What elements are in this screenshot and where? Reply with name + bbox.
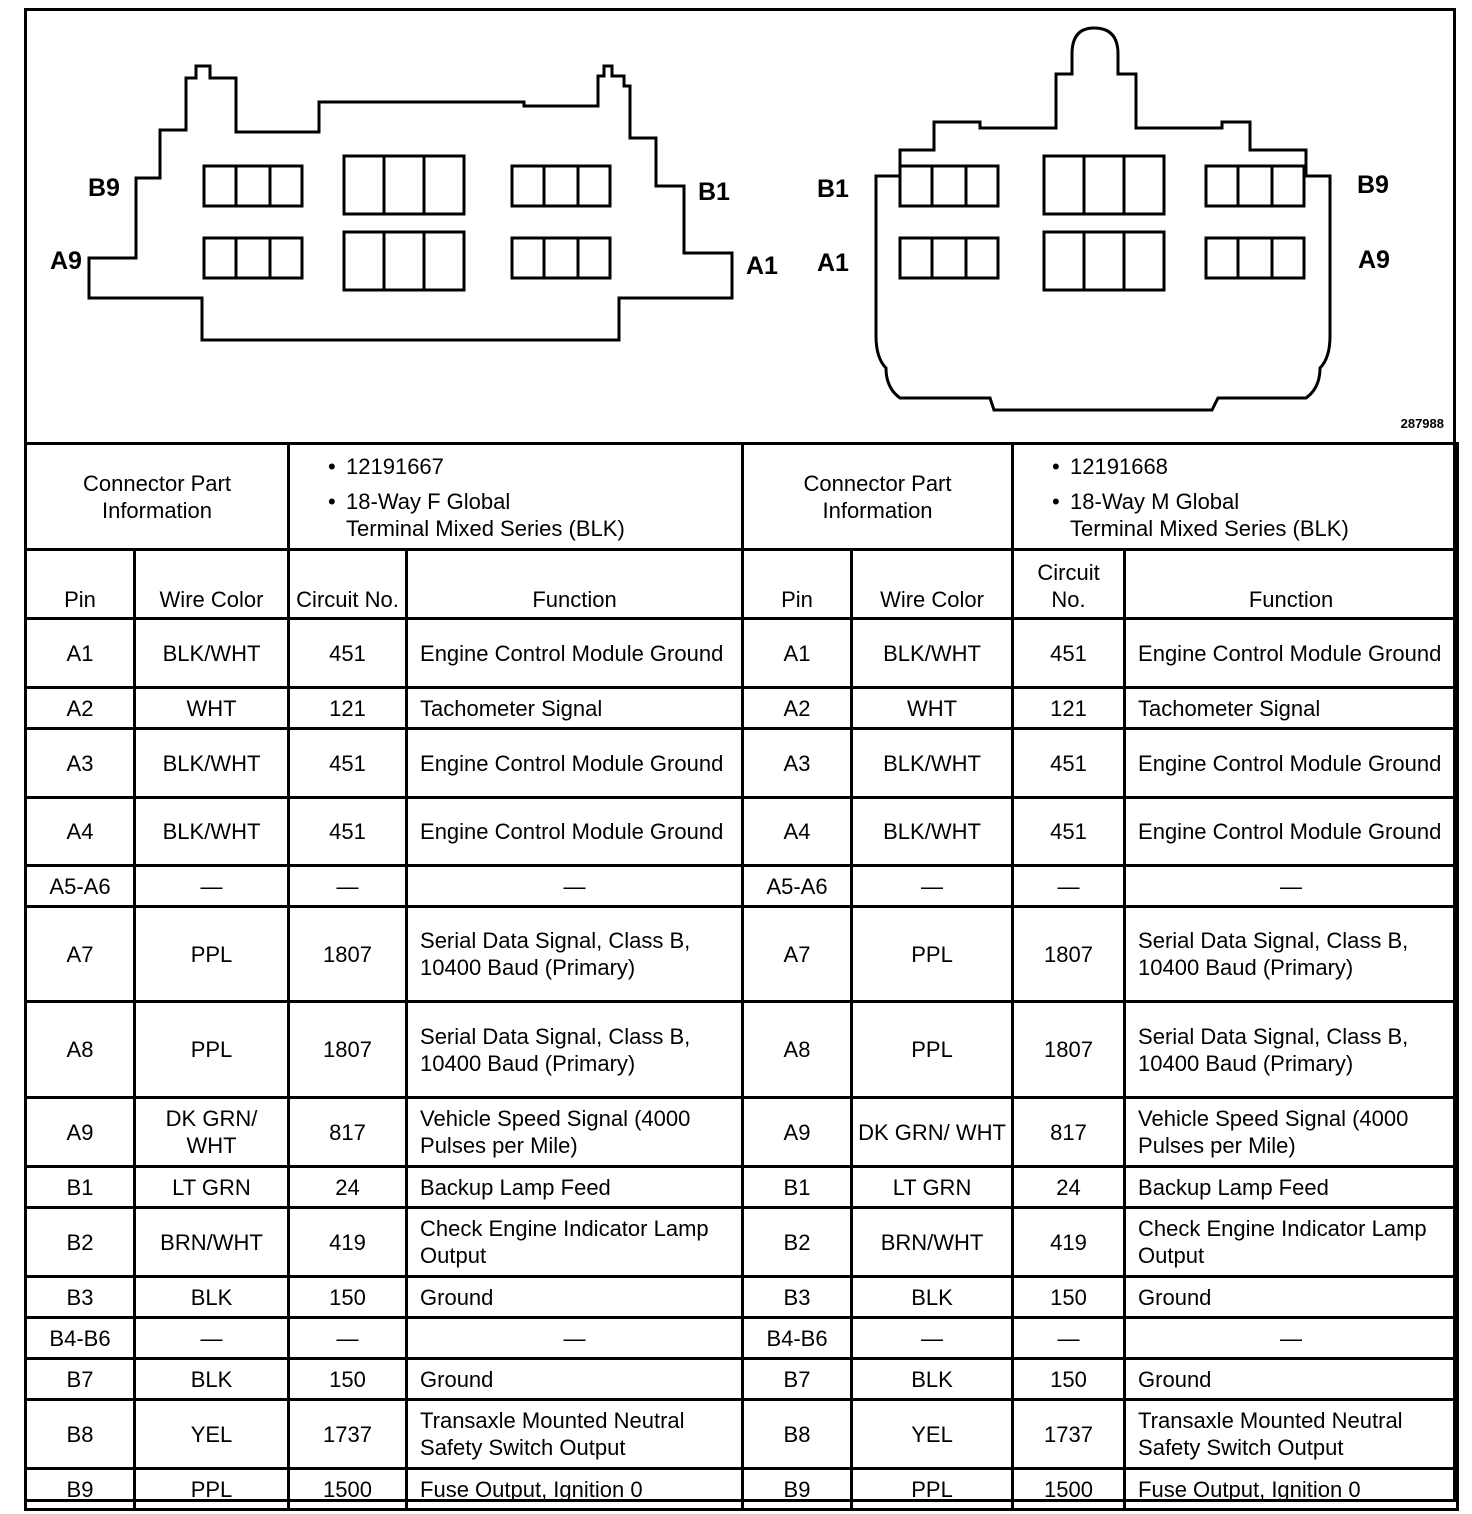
circuit-cell: 24 bbox=[289, 1167, 407, 1208]
circuit-cell: 121 bbox=[1013, 688, 1125, 729]
function-cell: Transaxle Mounted Neutral Safety Switch Output bbox=[407, 1400, 743, 1469]
function-cell: Vehicle Speed Signal (4000 Pulses per Mile) bbox=[407, 1098, 743, 1167]
function-cell: Ground bbox=[1125, 1277, 1458, 1318]
wire-color-cell: WHT bbox=[852, 688, 1013, 729]
function-cell: — bbox=[407, 1318, 743, 1359]
circuit-cell: 419 bbox=[1013, 1208, 1125, 1277]
wire-color-cell: WHT bbox=[135, 688, 289, 729]
function-cell: Vehicle Speed Signal (4000 Pulses per Mile) bbox=[1125, 1098, 1458, 1167]
circuit-cell: 451 bbox=[1013, 729, 1125, 798]
wire-color-cell: BLK/WHT bbox=[135, 729, 289, 798]
pin-cell: B4-B6 bbox=[26, 1318, 135, 1359]
table-row bbox=[26, 1359, 1458, 1400]
function-cell: Tachometer Signal bbox=[1125, 688, 1458, 729]
function-cell: Engine Control Module Ground bbox=[407, 619, 743, 688]
circuit-cell: 121 bbox=[289, 688, 407, 729]
description-f bbox=[328, 488, 731, 542]
male-connector-outline bbox=[876, 28, 1330, 410]
function-cell: Serial Data Signal, Class B, 10400 Baud (Primary) bbox=[407, 1002, 743, 1098]
table-row bbox=[26, 729, 1458, 798]
table-row bbox=[26, 798, 1458, 866]
description-m-line1: • 18-Way M Global bbox=[1070, 489, 1240, 514]
table-row bbox=[26, 1002, 1458, 1098]
function-cell: Serial Data Signal, Class B, 10400 Baud (Primary) bbox=[1125, 1002, 1458, 1098]
wire-color-cell: YEL bbox=[852, 1400, 1013, 1469]
col-header-circuit-f: Circuit No. bbox=[289, 550, 407, 619]
pin-cell: B7 bbox=[26, 1359, 135, 1400]
circuit-cell: 150 bbox=[289, 1359, 407, 1400]
pin-cell: A3 bbox=[26, 729, 135, 798]
female-pin-label-b-end: B1 bbox=[698, 178, 730, 206]
connector-info-row bbox=[26, 444, 1458, 550]
pin-cell: B3 bbox=[743, 1277, 852, 1318]
circuit-cell: 150 bbox=[1013, 1359, 1125, 1400]
wire-color-cell: BLK/WHT bbox=[852, 619, 1013, 688]
function-cell: Ground bbox=[407, 1277, 743, 1318]
description-f-line1: • 18-Way F Global bbox=[346, 489, 511, 514]
col-header-function-m: Function bbox=[1125, 550, 1458, 619]
wire-color-cell: PPL bbox=[852, 907, 1013, 1002]
wire-color-cell: DK GRN/ WHT bbox=[135, 1098, 289, 1167]
function-cell: Transaxle Mounted Neutral Safety Switch Output bbox=[1125, 1400, 1458, 1469]
col-header-pin-m: Pin bbox=[743, 550, 852, 619]
pin-cell: A4 bbox=[743, 798, 852, 866]
circuit-cell: 451 bbox=[1013, 619, 1125, 688]
circuit-cell: — bbox=[1013, 1318, 1125, 1359]
wire-color-cell: BLK bbox=[135, 1277, 289, 1318]
pinout-table bbox=[24, 442, 1459, 1511]
part-number-m: • 12191668 bbox=[1052, 453, 1446, 480]
function-cell: — bbox=[1125, 1318, 1458, 1359]
wire-color-cell: PPL bbox=[135, 1002, 289, 1098]
male-pin-label-a-end: A9 bbox=[1358, 246, 1390, 274]
function-cell: Serial Data Signal, Class B, 10400 Baud (Primary) bbox=[407, 907, 743, 1002]
circuit-cell: 1500 bbox=[289, 1469, 407, 1510]
function-cell: Fuse Output, Ignition 0 bbox=[407, 1469, 743, 1510]
circuit-cell: 150 bbox=[1013, 1277, 1125, 1318]
male-pin-label-b-end: B9 bbox=[1357, 171, 1389, 199]
description-m bbox=[1052, 488, 1446, 542]
pin-cell: B9 bbox=[26, 1469, 135, 1510]
table-row bbox=[26, 866, 1458, 907]
female-connector-outline bbox=[89, 66, 732, 340]
function-cell: Engine Control Module Ground bbox=[1125, 619, 1458, 688]
function-cell: Tachometer Signal bbox=[407, 688, 743, 729]
connector-info-label-f: Connector Part Information bbox=[26, 444, 289, 550]
table-row bbox=[26, 907, 1458, 1002]
function-cell: Serial Data Signal, Class B, 10400 Baud (Primary) bbox=[1125, 907, 1458, 1002]
circuit-cell: 817 bbox=[1013, 1098, 1125, 1167]
wire-color-cell: BLK bbox=[852, 1359, 1013, 1400]
wire-color-cell: YEL bbox=[135, 1400, 289, 1469]
male-cavity-blocks bbox=[900, 156, 1304, 290]
description-m-line2: Terminal Mixed Series (BLK) bbox=[1070, 516, 1349, 541]
circuit-cell: 451 bbox=[289, 729, 407, 798]
function-cell: Engine Control Module Ground bbox=[407, 798, 743, 866]
wire-color-cell: BLK/WHT bbox=[135, 798, 289, 866]
function-cell: Check Engine Indicator Lamp Output bbox=[1125, 1208, 1458, 1277]
pin-cell: B1 bbox=[743, 1167, 852, 1208]
circuit-cell: — bbox=[1013, 866, 1125, 907]
circuit-cell: 451 bbox=[289, 798, 407, 866]
table-row bbox=[26, 1208, 1458, 1277]
connector-info-m bbox=[1013, 444, 1458, 550]
col-header-circuit-m: Circuit No. bbox=[1013, 550, 1125, 619]
pin-cell: A5-A6 bbox=[26, 866, 135, 907]
circuit-cell: 1737 bbox=[289, 1400, 407, 1469]
figure-id: 287988 bbox=[1400, 416, 1444, 431]
wire-color-cell: DK GRN/ WHT bbox=[852, 1098, 1013, 1167]
pin-cell: B2 bbox=[743, 1208, 852, 1277]
function-cell: Backup Lamp Feed bbox=[1125, 1167, 1458, 1208]
wire-color-cell: BLK/WHT bbox=[852, 798, 1013, 866]
wire-color-cell: BLK/WHT bbox=[852, 729, 1013, 798]
function-cell: Ground bbox=[1125, 1359, 1458, 1400]
pin-cell: A9 bbox=[26, 1098, 135, 1167]
pin-cell: B8 bbox=[26, 1400, 135, 1469]
circuit-cell: 1807 bbox=[1013, 1002, 1125, 1098]
col-header-function-f: Function bbox=[407, 550, 743, 619]
circuit-cell: 451 bbox=[1013, 798, 1125, 866]
pin-cell: A5-A6 bbox=[743, 866, 852, 907]
male-pin-label-a-start: A1 bbox=[817, 249, 849, 277]
pin-cell: A9 bbox=[743, 1098, 852, 1167]
pin-cell: B2 bbox=[26, 1208, 135, 1277]
wire-color-cell: BLK/WHT bbox=[135, 619, 289, 688]
wire-color-cell: PPL bbox=[135, 1469, 289, 1510]
pin-cell: A4 bbox=[26, 798, 135, 866]
wire-color-cell: PPL bbox=[852, 1469, 1013, 1510]
wire-color-cell: — bbox=[852, 1318, 1013, 1359]
table-row bbox=[26, 1469, 1458, 1510]
circuit-cell: 150 bbox=[289, 1277, 407, 1318]
table-row bbox=[26, 1318, 1458, 1359]
column-header-row bbox=[26, 550, 1458, 619]
wire-color-cell: PPL bbox=[135, 907, 289, 1002]
pin-cell: B1 bbox=[26, 1167, 135, 1208]
part-number-f: • 12191667 bbox=[328, 453, 731, 480]
connector-info-f bbox=[289, 444, 743, 550]
table-row bbox=[26, 619, 1458, 688]
wire-color-cell: BLK bbox=[852, 1277, 1013, 1318]
female-cavity-blocks bbox=[204, 156, 610, 290]
connector-diagram bbox=[24, 8, 1456, 442]
function-cell: Engine Control Module Ground bbox=[407, 729, 743, 798]
pin-cell: A2 bbox=[26, 688, 135, 729]
pin-cell: A1 bbox=[26, 619, 135, 688]
table-row bbox=[26, 1277, 1458, 1318]
circuit-cell: 1737 bbox=[1013, 1400, 1125, 1469]
pin-cell: A8 bbox=[26, 1002, 135, 1098]
wire-color-cell: — bbox=[135, 866, 289, 907]
female-pin-label-b-start: B9 bbox=[88, 174, 120, 202]
function-cell: Ground bbox=[407, 1359, 743, 1400]
wire-color-cell: BLK bbox=[135, 1359, 289, 1400]
circuit-cell: 24 bbox=[1013, 1167, 1125, 1208]
circuit-cell: 1807 bbox=[1013, 907, 1125, 1002]
function-cell: Engine Control Module Ground bbox=[1125, 729, 1458, 798]
wire-color-cell: — bbox=[852, 866, 1013, 907]
table-row bbox=[26, 688, 1458, 729]
circuit-cell: 451 bbox=[289, 619, 407, 688]
pin-cell: A3 bbox=[743, 729, 852, 798]
pin-cell: B9 bbox=[743, 1469, 852, 1510]
wire-color-cell: BRN/WHT bbox=[852, 1208, 1013, 1277]
pin-cell: B4-B6 bbox=[743, 1318, 852, 1359]
wire-color-cell: — bbox=[135, 1318, 289, 1359]
female-pin-label-a-start: A9 bbox=[50, 247, 82, 275]
circuit-cell: — bbox=[289, 866, 407, 907]
pin-cell: A2 bbox=[743, 688, 852, 729]
wire-color-cell: LT GRN bbox=[135, 1167, 289, 1208]
pin-cell: A7 bbox=[26, 907, 135, 1002]
table-row bbox=[26, 1098, 1458, 1167]
col-header-wire-f: Wire Color bbox=[135, 550, 289, 619]
circuit-cell: 1807 bbox=[289, 1002, 407, 1098]
function-cell: — bbox=[1125, 866, 1458, 907]
col-header-wire-m: Wire Color bbox=[852, 550, 1013, 619]
description-f-line2: Terminal Mixed Series (BLK) bbox=[346, 516, 625, 541]
circuit-cell: 419 bbox=[289, 1208, 407, 1277]
table-row bbox=[26, 1167, 1458, 1208]
wire-color-cell: BRN/WHT bbox=[135, 1208, 289, 1277]
circuit-cell: 1807 bbox=[289, 907, 407, 1002]
female-pin-label-a-end: A1 bbox=[746, 252, 778, 280]
pin-cell: A8 bbox=[743, 1002, 852, 1098]
circuit-cell: 1500 bbox=[1013, 1469, 1125, 1510]
col-header-pin-f: Pin bbox=[26, 550, 135, 619]
function-cell: Check Engine Indicator Lamp Output bbox=[407, 1208, 743, 1277]
pin-cell: A1 bbox=[743, 619, 852, 688]
circuit-cell: — bbox=[289, 1318, 407, 1359]
pin-cell: B7 bbox=[743, 1359, 852, 1400]
pin-cell: B8 bbox=[743, 1400, 852, 1469]
function-cell: Fuse Output, Ignition 0 bbox=[1125, 1469, 1458, 1510]
function-cell: — bbox=[407, 866, 743, 907]
table-row bbox=[26, 1400, 1458, 1469]
connector-outlines bbox=[24, 8, 1456, 442]
male-pin-label-b-start: B1 bbox=[817, 175, 849, 203]
circuit-cell: 817 bbox=[289, 1098, 407, 1167]
pin-cell: B3 bbox=[26, 1277, 135, 1318]
connector-info-label-m: Connector Part Information bbox=[743, 444, 1013, 550]
wire-color-cell: LT GRN bbox=[852, 1167, 1013, 1208]
function-cell: Backup Lamp Feed bbox=[407, 1167, 743, 1208]
function-cell: Engine Control Module Ground bbox=[1125, 798, 1458, 866]
wire-color-cell: PPL bbox=[852, 1002, 1013, 1098]
pin-cell: A7 bbox=[743, 907, 852, 1002]
